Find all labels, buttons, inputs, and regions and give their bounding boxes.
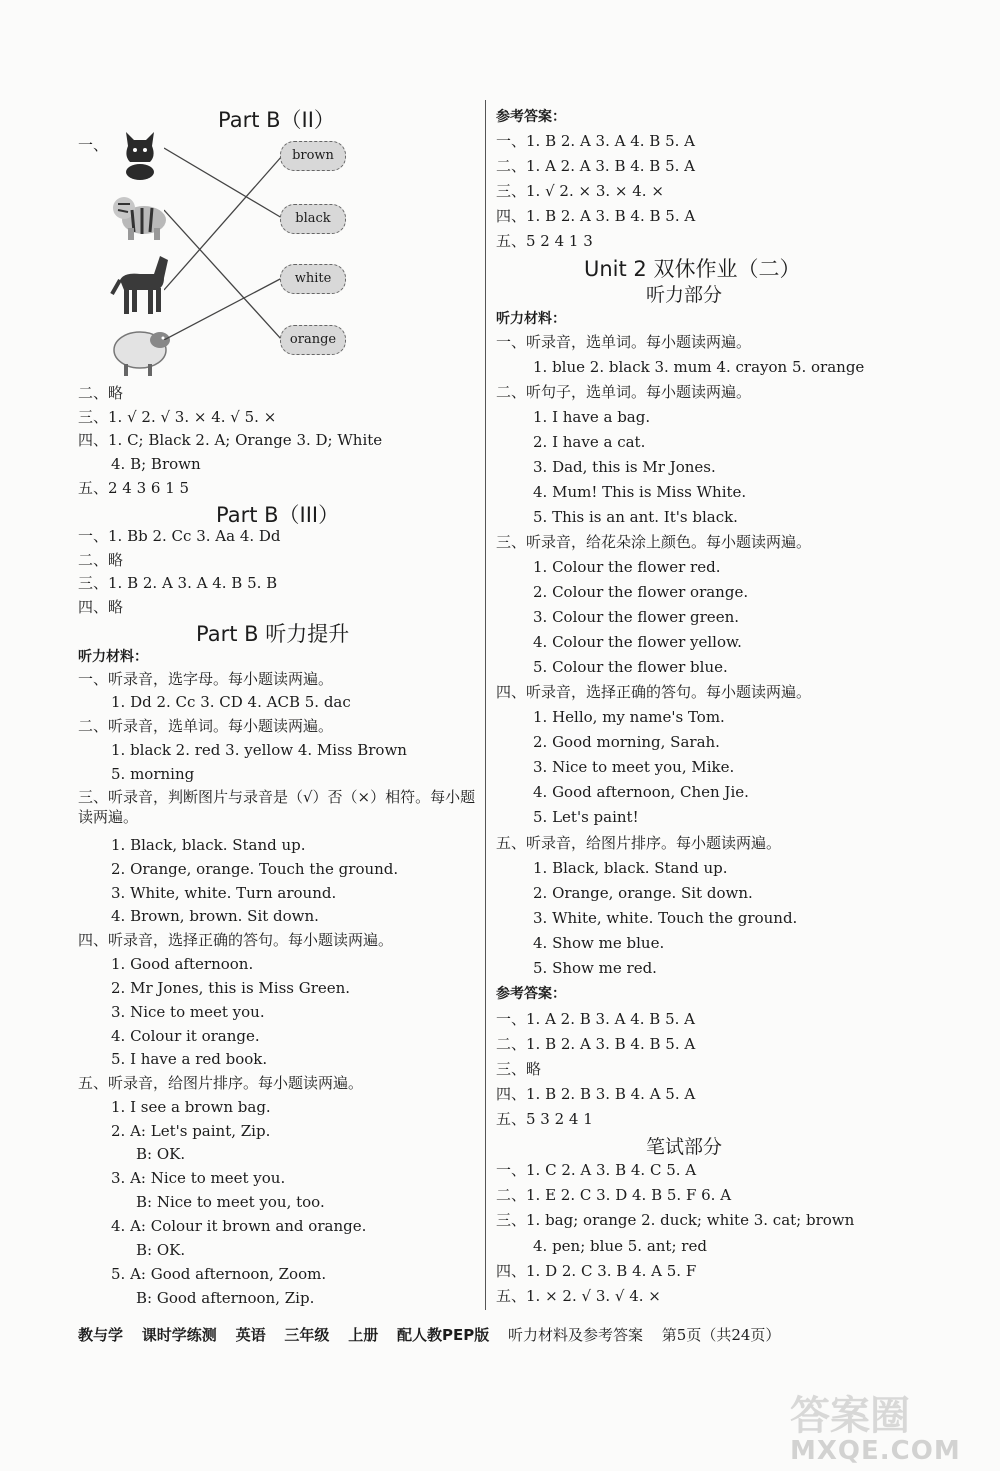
answer-line: 一、1. A 2. B 3. A 4. B 5. A — [496, 1010, 696, 1028]
list-item: 1. Black, black. Stand up. — [111, 836, 306, 854]
list-item: 2. Orange, orange. Touch the ground. — [111, 860, 399, 878]
column-divider — [485, 100, 486, 1310]
answer-line: 三、1. B 2. A 3. A 4. B 5. B — [78, 574, 278, 592]
answer-line: 五、2 4 3 6 1 5 — [78, 479, 190, 497]
answer-line: 二、略 — [78, 384, 124, 402]
answer-line: 四、1. B 2. B 3. B 4. A 5. A — [496, 1085, 696, 1103]
answer-line: 三、略 — [496, 1060, 542, 1078]
footer-grade: 三年级 — [284, 1326, 330, 1344]
list-item: 4. Colour the flower yellow. — [533, 633, 742, 651]
list-item: 3. Dad, this is Mr Jones. — [533, 458, 716, 476]
answer-line: 四、1. C; Black 2. A; Orange 3. D; White — [78, 431, 383, 449]
footer-brand: 教与学 — [78, 1326, 124, 1344]
answer-line: 三、1. √ 2. × 3. × 4. × — [496, 182, 664, 200]
list-item: 4. Mum! This is Miss White. — [533, 483, 747, 501]
list-item: 1. Good afternoon. — [111, 955, 254, 973]
question-items: 1. black 2. red 3. yellow 4. Miss Brown — [111, 741, 407, 759]
answer-line: 一、1. Bb 2. Cc 3. Aa 4. Dd — [78, 527, 281, 545]
section-title-part-b-2: Part B（II） — [218, 108, 335, 132]
list-item: 2. Orange, orange. Sit down. — [533, 884, 753, 902]
tiger-picture — [110, 190, 172, 242]
list-item: 1. I see a brown bag. — [111, 1098, 271, 1116]
watermark-site: MXQE.COM — [790, 1436, 961, 1466]
question-heading: 三、听录音，给花朵涂上颜色。每小题读两遍。 — [496, 533, 812, 551]
page-footer — [78, 1322, 958, 1348]
question-heading: 三、听录音，判断图片与录音是（√）否（×）相符。每小题读两遍。 — [78, 788, 476, 826]
footer-volume: 上册 — [348, 1326, 379, 1344]
answer-line: 二、1. B 2. A 3. B 4. B 5. A — [496, 1035, 696, 1053]
answer-line: 五、5 2 4 1 3 — [496, 232, 593, 250]
question-heading: 一、听录音，选字母。每小题读两遍。 — [78, 670, 334, 688]
answer-line: 五、1. × 2. √ 3. √ 4. × — [496, 1287, 661, 1305]
list-item: 2. A: Let's paint, Zip. — [111, 1122, 271, 1140]
answer-line: 二、略 — [78, 551, 124, 569]
list-item: 4. Show me blue. — [533, 934, 665, 952]
answer-line: 二、1. A 2. A 3. B 4. B 5. A — [496, 157, 696, 175]
footer-subject: 英语 — [235, 1326, 266, 1344]
answer-line: 四、1. B 2. A 3. B 4. B 5. A — [496, 207, 696, 225]
list-item: 5. Colour the flower blue. — [533, 658, 728, 676]
list-item: 5. This is an ant. It's black. — [533, 508, 738, 526]
listening-material-label: 听力材料： — [496, 311, 566, 327]
listening-part-title: 听力部分 — [646, 284, 723, 306]
footer-edition: 配人教PEP版 — [396, 1326, 490, 1344]
list-item: 1. I have a bag. — [533, 408, 651, 426]
list-item: 1. Colour the flower red. — [533, 558, 721, 576]
question-items: 1. blue 2. black 3. mum 4. crayon 5. orange — [533, 358, 865, 376]
list-item: 2. Mr Jones, this is Miss Green. — [111, 979, 351, 997]
written-part-title: 笔试部分 — [646, 1136, 723, 1158]
footer-series: 课时学练测 — [141, 1326, 217, 1344]
list-item: 3. Nice to meet you. — [111, 1003, 265, 1021]
footer-section: 听力材料及参考答案 — [508, 1326, 644, 1344]
question-number-1: 一、 — [78, 136, 109, 154]
question-items: 1. Dd 2. Cc 3. CD 4. ACB 5. dac — [111, 693, 351, 711]
list-item: B: OK. — [136, 1145, 186, 1163]
answer-line: 一、1. C 2. A 3. B 4. C 5. A — [496, 1161, 697, 1179]
section-title-part-b-3: Part B（III） — [216, 503, 340, 527]
question-heading: 四、听录音，选择正确的答句。每小题读两遍。 — [496, 683, 812, 701]
list-item: 2. I have a cat. — [533, 433, 646, 451]
unit-title: Unit 2 双休作业（二） — [584, 257, 801, 281]
answer-line: 4. pen; blue 5. ant; red — [533, 1237, 707, 1255]
question-heading: 五、听录音，给图片排序。每小题读两遍。 — [496, 834, 782, 852]
list-item: 1. Black, black. Stand up. — [533, 859, 728, 877]
word-brown: brown — [280, 141, 346, 171]
list-item: B: OK. — [136, 1241, 186, 1259]
list-item: 5. I have a red book. — [111, 1050, 268, 1068]
answer-line: 4. B; Brown — [111, 455, 201, 473]
answer-key-label: 参考答案： — [496, 109, 566, 125]
section-title-listening: Part B 听力提升 — [196, 622, 350, 646]
list-item: 2. Colour the flower orange. — [533, 583, 749, 601]
question-heading: 二、听句子，选单词。每小题读两遍。 — [496, 383, 752, 401]
question-items: 5. morning — [111, 765, 195, 783]
word-black: black — [280, 204, 346, 234]
watermark-logo — [770, 1380, 970, 1470]
question-heading: 一、听录音，选单词。每小题读两遍。 — [496, 333, 752, 351]
list-item: 3. White, white. Turn around. — [111, 884, 337, 902]
list-item: 4. Colour it orange. — [111, 1027, 260, 1045]
list-item: 3. Colour the flower green. — [533, 608, 739, 626]
answer-line: 二、1. E 2. C 3. D 4. B 5. F 6. A — [496, 1186, 732, 1204]
answer-line: 三、1. bag; orange 2. duck; white 3. cat; brown — [496, 1211, 855, 1229]
list-item: 3. White, white. Touch the ground. — [533, 909, 798, 927]
list-item: 5. Show me red. — [533, 959, 657, 977]
watermark-main: 答案圈 — [790, 1392, 910, 1439]
list-item: 4. Good afternoon, Chen Jie. — [533, 783, 749, 801]
list-item: 1. Hello, my name's Tom. — [533, 708, 725, 726]
page-number: 第5页（共24页） — [661, 1326, 781, 1344]
answer-line: 三、1. √ 2. √ 3. × 4. √ 5. × — [78, 408, 277, 426]
list-item: 3. Nice to meet you, Mike. — [533, 758, 735, 776]
answer-line: 四、1. D 2. C 3. B 4. A 5. F — [496, 1262, 697, 1280]
word-white: white — [280, 264, 346, 294]
list-item: 4. A: Colour it brown and orange. — [111, 1217, 367, 1235]
list-item: B: Good afternoon, Zip. — [136, 1289, 315, 1307]
answer-key-label: 参考答案： — [496, 986, 566, 1002]
question-heading: 四、听录音，选择正确的答句。每小题读两遍。 — [78, 931, 394, 949]
listening-material-label: 听力材料： — [78, 649, 148, 665]
list-item: 3. A: Nice to meet you. — [111, 1169, 286, 1187]
word-orange: orange — [280, 325, 346, 355]
cat-picture — [120, 128, 160, 180]
question-heading: 五、听录音，给图片排序。每小题读两遍。 — [78, 1074, 364, 1092]
answer-line: 四、略 — [78, 598, 124, 616]
list-item: 2. Good morning, Sarah. — [533, 733, 720, 751]
list-item: 4. Brown, brown. Sit down. — [111, 907, 319, 925]
question-heading: 二、听录音，选单词。每小题读两遍。 — [78, 717, 334, 735]
answer-line: 五、5 3 2 4 1 — [496, 1110, 593, 1128]
answer-line: 一、1. B 2. A 3. A 4. B 5. A — [496, 132, 696, 150]
list-item: B: Nice to meet you, too. — [136, 1193, 325, 1211]
list-item: 5. Let's paint! — [533, 808, 639, 826]
list-item: 5. A: Good afternoon, Zoom. — [111, 1265, 327, 1283]
matching-lines — [164, 140, 284, 340]
